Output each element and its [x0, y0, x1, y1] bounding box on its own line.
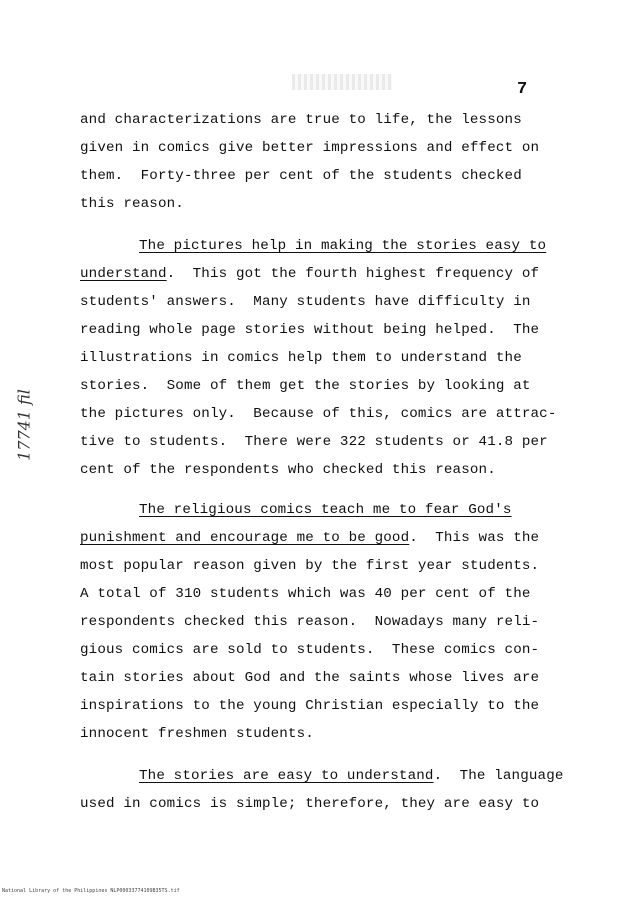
- handwritten-margin-note: 17741 fil: [14, 389, 34, 461]
- archive-footer: National Library of the Philippines NLP00033774109B35TS.tif: [2, 888, 180, 894]
- text-line: A total of 310 students which was 40 per cent of the: [80, 586, 531, 602]
- text-line: used in comics is simple; therefore, they are easy to: [80, 796, 540, 812]
- text-line: gious comics are sold to students. These comics con-: [80, 642, 540, 658]
- text-span: . The language: [433, 768, 564, 784]
- text-line: most popular reason given by the first year students.: [80, 558, 540, 574]
- text-line: the pictures only. Because of this, comics are attrac-: [80, 406, 557, 422]
- faded-stamp: [292, 74, 392, 90]
- text-line: this reason.: [80, 196, 184, 212]
- text-line: stories. Some of them get the stories by looking at: [80, 378, 531, 394]
- text-line: and characterizations are true to life, the lessons: [80, 112, 522, 128]
- text-line: reading whole page stories without being helped. The: [80, 322, 540, 338]
- text-line: inspirations to the young Christian especially to the: [80, 698, 540, 714]
- heading-text: punishment and encourage me to be good: [80, 530, 410, 546]
- heading-text: The pictures help in making the stories easy to: [139, 238, 547, 254]
- text-span: . This was the: [409, 530, 540, 546]
- text-line: illustrations in comics help them to understand the: [80, 350, 522, 366]
- text-line: them. Forty-three per cent of the students checked: [80, 168, 522, 184]
- text-line: tive to students. There were 322 students or 41.8 per: [80, 434, 548, 450]
- text-line: cent of the respondents who checked this reason.: [80, 462, 496, 478]
- text-line: given in comics give better impressions and effect on: [80, 140, 540, 156]
- section-heading: [139, 236, 546, 256]
- text-span: . This got the fourth highest frequency of: [166, 266, 540, 282]
- heading-text: The religious comics teach me to fear God's: [139, 502, 512, 518]
- text-line: students' answers. Many students have difficulty in: [80, 294, 531, 310]
- text-line: innocent freshmen students.: [80, 726, 314, 742]
- text-line: respondents checked this reason. Nowadays many reli-: [80, 614, 540, 630]
- section-heading: [139, 766, 564, 786]
- heading-text: understand: [80, 266, 167, 282]
- text-line: [80, 528, 539, 548]
- heading-text: The stories are easy to understand: [139, 768, 434, 784]
- section-heading: [139, 500, 512, 520]
- text-line: tain stories about God and the saints whose lives are: [80, 670, 540, 686]
- text-line: [80, 264, 539, 284]
- page-number: 7: [517, 80, 528, 99]
